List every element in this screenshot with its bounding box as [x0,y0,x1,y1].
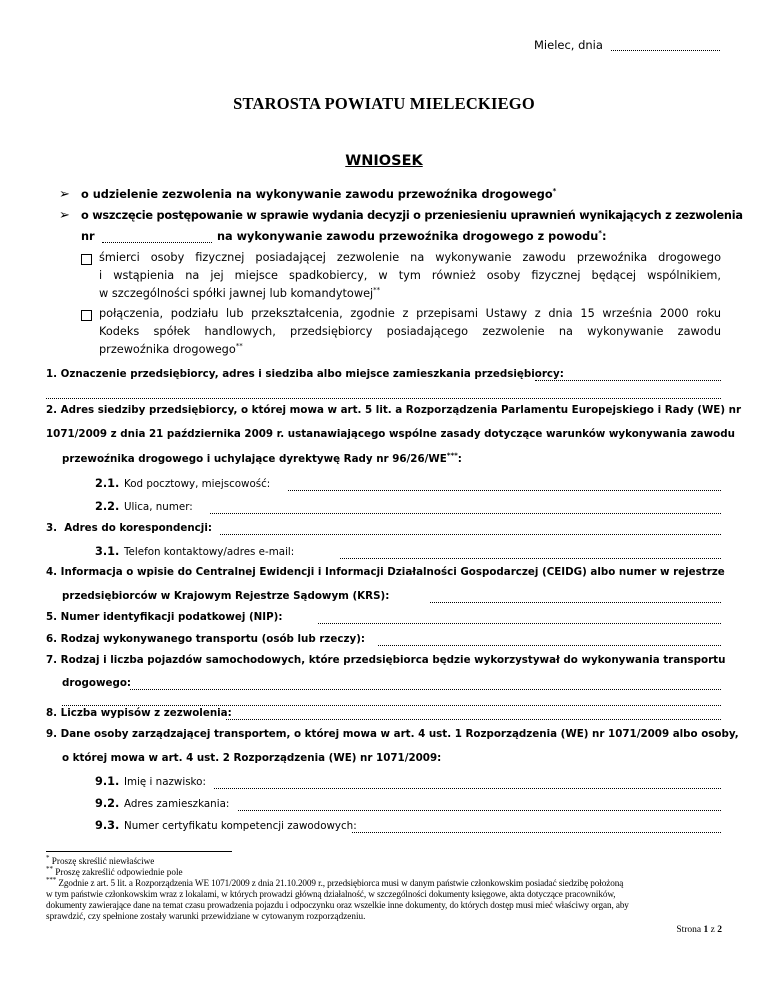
field-9-3-label: Numer certyfikatu kompetencji zawodowych: [124,820,357,832]
option-death-line1: śmierci osoby fizycznej posiadającej zezwolenie na wykonywanie zawodu przewoźnika drogowego [99,251,721,264]
checkbox-merger[interactable] [81,310,92,321]
field-1-label: 1. Oznaczenie przedsiębiorcy, adres i siedziba albo miejsce zamieszkania przedsiębiorcy: [46,368,564,380]
option-merger-line1: połączenia, podziału lub przekształcenia, zgodnie z przepisami Ustawy z dnia 15 września 2000 roku [99,307,721,320]
field-9-label-line2: o której mowa w art. 4 ust. 2 Rozporządzenia (WE) nr 1071/2009: [62,752,442,764]
option-merger-line2: Kodeks spółek handlowych, przedsiębiorcy posiadającego zezwolenie na wykonywanie zawodu [99,325,721,338]
footnote-1: * Proszę skreślić niewłaściwe [46,853,155,866]
field-7-fill-2[interactable] [62,705,721,706]
field-4-label-line2: przedsiębiorców w Krajowym Rejestrze Sądowym (KRS): [62,590,390,602]
field-2-2-number: 2.2. [95,500,120,513]
field-6-fill[interactable] [378,645,721,646]
footnote-2: ** Proszę zakreślić odpowiednie pole [46,864,183,877]
footnote-separator [46,851,232,852]
field-5-fill[interactable] [318,623,721,624]
field-4-label-line1: 4. Informacja o wpisie do Centralnej Ewidencji i Informacji Działalności Gospodarczej (CEIDG) albo numer w rejestrze [46,566,725,578]
field-2-label-line2: 1071/2009 z dnia 21 października 2009 r. ustanawiającego wspólne zasady dotyczące warunków wykonywania zawodu [46,428,735,440]
field-2-2-fill[interactable] [210,513,721,514]
footnote-3-line2: w tym państwie członkowskim wraz z lokalami, w których prowadzi główną działalność, w szczególności dokumenty księgowe, akta dotyczące pracowników, [46,889,616,899]
field-6-label: 6. Rodzaj wykonywanego transportu (osób lub rzeczy): [46,633,366,645]
field-3-fill[interactable] [220,534,721,535]
field-3-1-label: Telefon kontaktowy/adres e-mail: [124,546,295,558]
option-death-line2: i wstąpienia na jej miejsce spadkobiercy, w tym również osoby fizycznej będącej wspólnikiem, [99,269,721,282]
field-3-1-fill[interactable] [340,558,721,559]
field-9-label-line1: 9. Dane osoby zarządzającej transportem, o której mowa w art. 4 ust. 1 Rozporządzenia (WE) nr 1071/2009 albo osoby, [46,728,739,740]
field-2-label-line1: 2. Adres siedziby przedsiębiorcy, o której mowa w art. 5 lit. a Rozporządzenia Parlamentu Europejskiego i Rady (WE) nr [46,404,742,416]
field-7-label-line2: drogowego: [62,677,132,689]
field-9-3-number: 9.3. [95,819,120,832]
field-2-2-label: Ulica, numer: [124,501,193,513]
field-2-label-line3: przewoźnika drogowego i uchylające dyrektywę Rady nr 96/26/WE***: [62,451,462,465]
field-9-3-fill[interactable] [352,832,721,833]
footnotes [46,853,722,922]
option-permit: o udzielenie zezwolenia na wykonywanie zawodu przewoźnika drogowego* [81,187,557,201]
field-4-fill[interactable] [430,602,721,603]
option-merger-line3: przewoźnika drogowego** [99,342,243,356]
field-8-label: 8. Liczba wypisów z zezwolenia: [46,707,232,719]
field-2-1-fill[interactable] [288,490,721,491]
arrow-bullet-icon: ➢ [59,208,70,223]
field-1-fill[interactable] [535,380,721,381]
arrow-bullet-icon: ➢ [59,187,70,202]
field-8-fill[interactable] [226,719,721,720]
field-9-1-label: Imię i nazwisko: [124,776,206,788]
option-death-line3: w szczególności spółki jawnej lub komandytowej** [99,286,381,300]
checkbox-death[interactable] [81,254,92,265]
footnote-3: *** Zgodnie z art. 5 lit. a Rozporządzenia WE 1071/2009 z dnia 21.10.2009 r., przedsiębiorca musi w danym państwie członkowskim posiadać siedzibę położoną [46,875,624,888]
field-7-label-line1: 7. Rodzaj i liczba pojazdów samochodowych, które przedsiębiorca będzie wykorzystywał do wykonywania transportu [46,654,726,666]
option-transfer-line1: o wszczęcie postępowanie w sprawie wydania decyzji o przeniesieniu uprawnień wynikających z zezwolenia [81,209,743,222]
field-9-1-fill[interactable] [214,788,721,789]
option-transfer-line2: na wykonywanie zawodu przewoźnika drogowego z powodu*: [217,229,607,243]
field-9-2-number: 9.2. [95,797,120,810]
field-9-2-label: Adres zamieszkania: [124,798,230,810]
footnote-3-line4: sprawdzić, czy spełnione zostały warunki przewidziane w cytowanym rozporządzeniu. [46,911,366,921]
document-title: WNIOSEK [345,153,423,169]
field-1-fill-2[interactable] [46,398,721,399]
field-2-1-number: 2.1. [95,477,120,490]
footnote-3-line3: dokumenty zawierające dane na temat czasu prowadzenia pojazdu i odpoczynku oraz wszelkie inne dokumenty, do których dostęp musi mieć właściwy organ, aby [46,900,629,910]
field-5-label: 5. Numer identyfikacji podatkowej (NIP): [46,611,283,623]
field-2-1-label: Kod pocztowy, miejscowość: [124,478,271,490]
option-transfer-nr: nr [81,230,95,243]
field-9-1-number: 9.1. [95,775,120,788]
page-number: Strona 1 z 2 [676,925,722,935]
field-7-fill[interactable] [130,689,721,690]
field-3-1-number: 3.1. [95,545,120,558]
date-fill-line [611,50,720,51]
field-3-label: 3. Adres do korespondencji: [46,522,212,534]
place-date-label: Mielec, dnia [534,38,603,52]
authority-heading: STAROSTA POWIATU MIELECKIEGO [233,94,535,113]
permit-number-fill-line [102,242,212,243]
field-9-2-fill[interactable] [238,810,721,811]
